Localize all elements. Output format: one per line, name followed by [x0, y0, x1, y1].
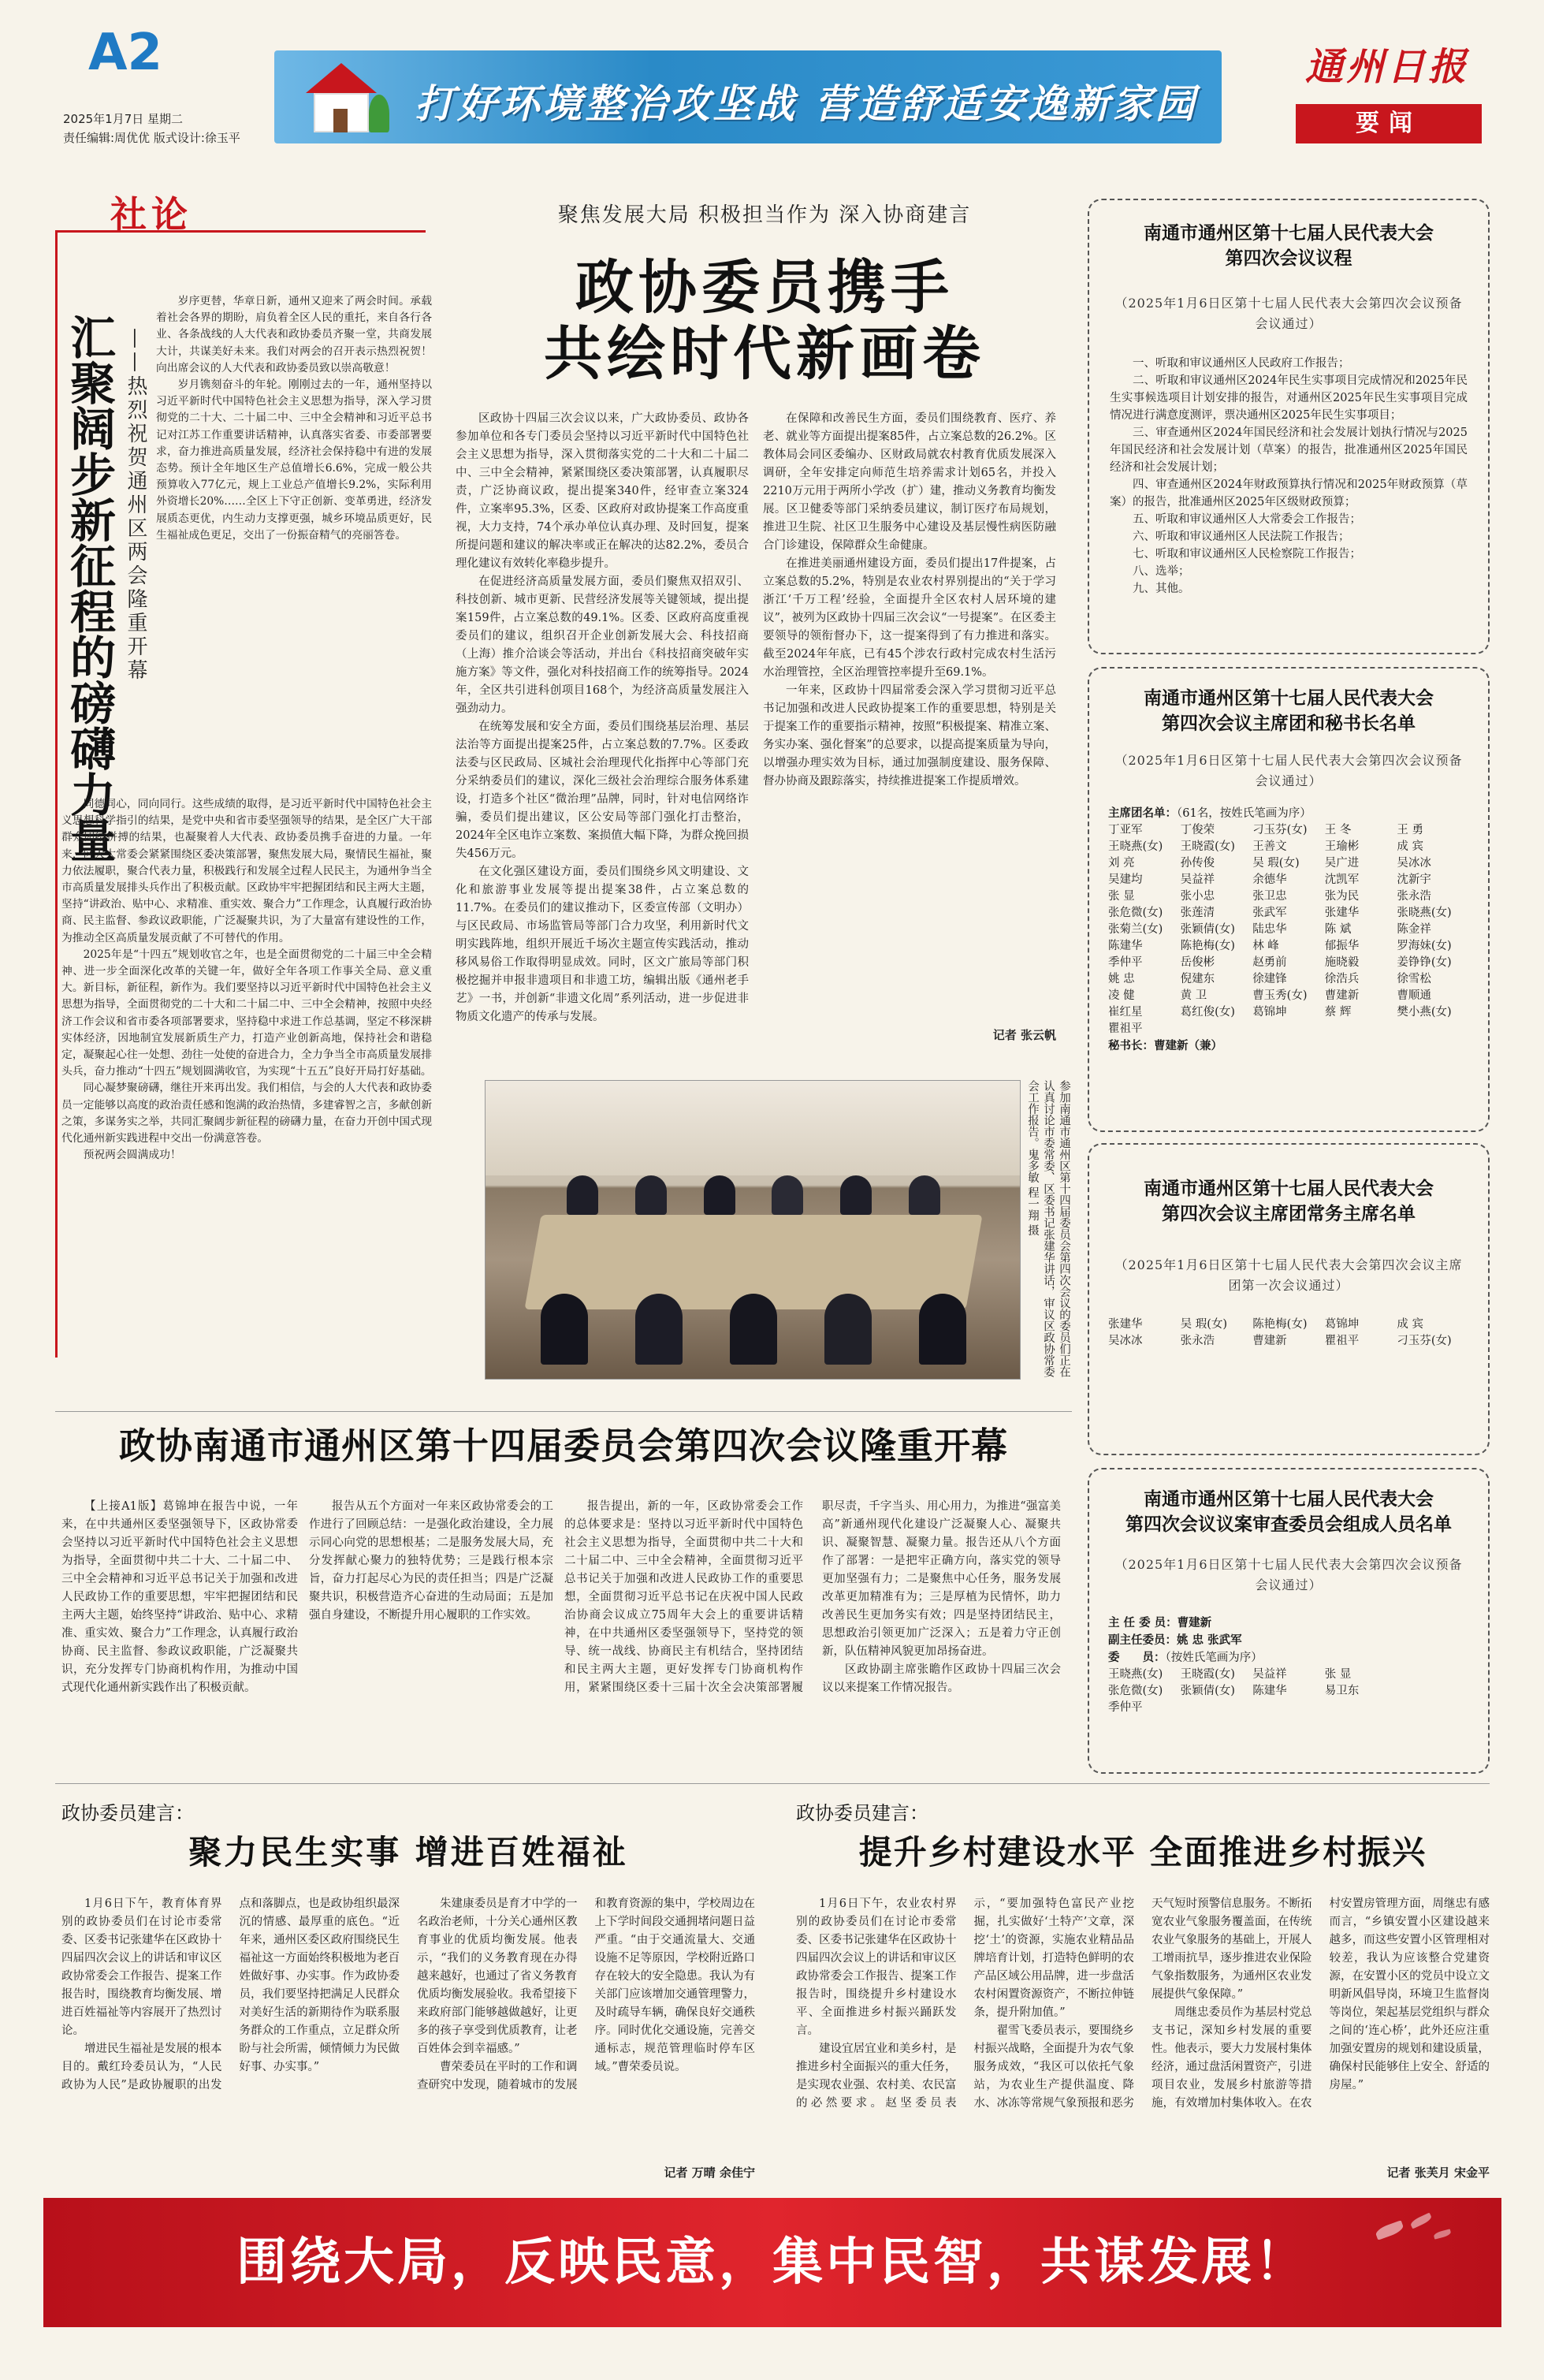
person-name: 陈建华 [1252, 1685, 1287, 1697]
lead-para: 在统筹发展和安全方面，委员们围绕基层治理、基层法治等方面提出提案25件，占立案总数的7.7%。区委政法委与区民政局、区城社会治理现代化指挥中心等部门充分采纳委员们的建议，深化三级社会治理综合服务体系建设，打造多个社区“微治理”品牌，同时，针对电信网络诈骗，委员们提出建议，区公安局等部门强化打击整治，2024年全区电诈立案数、案损值大幅下降，为群众挽回损失456万元。 [456, 721, 749, 860]
review-members-note: （按姓氏笔画为序） [1165, 1652, 1263, 1664]
person-name [1252, 1700, 1325, 1716]
lead-para: 区政协十四届三次会议以来，广大政协委员、政协各参加单位和各专门委员会坚持以习近平新时代中国特色社会主义思想为指导，深入贯彻落实党的二十大和二十届二中、三中全会精神，紧紧围绕区委决策部署，认真履职尽责，广泛协商议政，提出提案340件，经审查立案324件，立案率95.3%，区委、区政府对政协提案工作高度重视，大力支持，74个承办单位认真办理、及时回复，提案所提问题和建议的解决率或正在解决的达82.2%，委员合理化建议有效转化率稳步提升。 [456, 412, 749, 570]
story-right-para: 翟雪飞委员表示，要围绕乡村振兴战略，全面提升为农气象服务成效，“我区可以依托气象站，为农业生产提供温度、降水、冰冻等常规气象预报和恶劣天气短时预警信息服务。不断拓宽农业气象服务覆盖面，在传统农业气象服务的基础上，开展人工增雨抗旱，逐步推进农业保险气象指数服务，为通州区农业发展提供气象保障。” [973, 1898, 1312, 2110]
review-sub: （2025年1月6日区第十七届人民代表大会第四次会议预备会议通过） [1114, 1557, 1463, 1592]
person-name: 吴 瑕(女) [1180, 1318, 1228, 1331]
cppcc-para: 【上接A1版】葛锦坤在报告中说，一年来，在中共通州区委坚强领导下，区政协常委会坚持以习近平新时代中国特色社会主义思想为指导，全面贯彻中共二十大、二十届二中、三中全会精神和习近平总书记关于加强和改进人民政协工作的重要思想，牢牢把握团结和民主两大主题，始终坚持“讲政治、贴中心、求精准、重实效、聚合力”工作理念，认真履行政治协商、民主监督、参政议政职能，广泛凝聚共识，充分发挥专门协商机构作用，为推动中国式现代化通州新实践作出了积极贡献。 [61, 1500, 298, 1694]
person-name: 罗海妹(女) [1397, 940, 1452, 952]
story-right-para: 建设宜居宜业和美乡村，是推进乡村全面振兴的重大任务，是实现农业强、农村美、农民富的必然要求。赵坚委员表示，“要加强特色富民产业挖掘，扎实做好‘土特产’文章，深挖‘土’的资源，实施农业精品品牌培育计划，打造特色鲜明的农产品区域公用品牌，进一步盘活农村闲置资源资产，不断拉伸链条，提升附加值。” [796, 1898, 1134, 2110]
person-name: 张危微(女) [1108, 907, 1163, 919]
person-name: 葛锦坤 [1324, 1318, 1360, 1331]
agenda-item: 四、审查通州区2024年财政预算执行情况和2025年财政预算（草案）的报告，批准通州区2025年区级财政预算； [1110, 479, 1468, 508]
agenda-item: 五、听取和审议通州区人大常委会工作报告； [1133, 513, 1361, 526]
person-name: 张卫忠 [1252, 890, 1287, 903]
cppcc-headline: 政协南通市通州区第十四届委员会第四次会议隆重开幕 [119, 1425, 1008, 1467]
person-name [1181, 1021, 1253, 1037]
agenda-sub: （2025年1月6日区第十七届人民代表大会第四次会议预备会议通过） [1114, 296, 1463, 331]
cppcc-para: 报告提出，新的一年，区政协常委会工作的总体要求是：坚持以习近平新时代中国特色社会主义思想为指导，全面贯彻中共二十大和二十届二中、三中全会精神，全面贯彻习近平总书记关于加强和改进人民政协工作的重要思想，全面贯彻习近平总书记在庆祝中国人民政治协商会议成立75周年大会上的重要讲话精神，在中共通州区委坚强领导下，坚持党的领导、统一战线、协商民主有机结合，坚持团结和民主两大主题，更好发挥专门协商机构作用，紧紧围绕区委十三届十次全会决策部署履职尽责，千字当头、用心用力，为推进“强富美高”新通州现代化建设广泛凝聚人心、凝聚共识、凝聚智慧、凝聚力量。报告还从八个方面作了部署：一是把牢正确方向，落实党的领导更加坚强有力；二是聚焦中心任务，服务发展改革更加精准有为；三是厚植为民情怀，助力改善民生更加务实有效；四是坚持团结民主，思想政治引领更加广泛深入；五是着力守正创新，队伍精神风貌更加昂扬奋进。 [564, 1500, 1061, 1694]
person-name: 成 宾 [1397, 840, 1423, 853]
person-name: 张 显 [1324, 1668, 1352, 1681]
editorial-body-upper [156, 293, 432, 544]
person-name: 成 宾 [1397, 1318, 1423, 1331]
person-name: 吴益祥 [1252, 1668, 1287, 1681]
editorial-subtitle: ——热烈祝贺通州区两会隆重开幕 [124, 328, 147, 683]
lead-headline-1: 政协委员携手 [575, 254, 954, 322]
banner-house-icon [298, 63, 385, 134]
lead-byline: 记者 张云帆 [992, 1028, 1056, 1042]
person-name [1181, 1700, 1253, 1716]
person-name: 张颖倩(女) [1180, 1685, 1235, 1697]
agenda-item: 三、审查通州区2024年国民经济和社会发展计划执行情况与2025年国民经济和社会发展计划（草案）的报告，批准通州区2025年国民经济和社会发展计划； [1110, 426, 1468, 474]
person-name: 蔡 辉 [1324, 1006, 1352, 1019]
person-name: 王晓霞(女) [1180, 840, 1235, 853]
agenda-item: 八、选举； [1133, 565, 1190, 578]
person-name: 陈建华 [1108, 940, 1143, 952]
cppcc-column-1 [61, 1498, 298, 1734]
person-name: 张为民 [1324, 890, 1360, 903]
person-name: 崔红星 [1108, 1006, 1143, 1019]
person-name: 姚 忠 [1108, 973, 1135, 985]
photo-caption: 参加南通市通州区第十四届委员会第四次会议的委员们正在认真讨论市委常委、区委书记张建华讲话，审议区政协常委会工作报告。鬼多敏 程一翔 摄 [1026, 1080, 1070, 1377]
person-name: 陈艳梅(女) [1180, 940, 1235, 952]
person-name [1397, 1667, 1469, 1683]
story-right-para: 1月6日下午，农业农村界别的政协委员们在讨论市委常委、区委书记张建华在区政协十四届四次会议上的讲话和审议区政协常委会工作报告、提案工作报告时，围绕提升乡村建设水平、全面推进乡村振兴踊跃发言。 [796, 1898, 957, 2037]
person-name: 张永浩 [1180, 1335, 1215, 1347]
agenda-item: 二、听取和审议通州区2024年民生实事项目完成情况和2025年民生实事候选项目计划安排的报告，对通州区2025年民生实事项目完成情况进行满意度测评，票决通州区2025年民生实事项目； [1110, 374, 1468, 422]
person-name: 倪建东 [1180, 973, 1215, 985]
lead-para: 在促进经济高质量发展方面，委员们聚焦双招双引、科技创新、城市更新、民营经济发展等关键领域，提出提案159件，占立案总数的49.1%。区委、区政府高度重视委员们的建议，组织召开企业创新发展大会、科技招商（上海）推介洽谈会等活动，并出台《科技招商突破年实施方案》等文件，强化对科技招商工作的统筹指导。2024年，全区共引进科创项目168个，为经济高质量发展注入强劲动力。 [456, 575, 749, 715]
person-name: 张 显 [1108, 890, 1135, 903]
footer-slogan: 围绕大局，反映民意，集中民智，共谋发展！ [236, 2233, 1308, 2292]
person-name: 易卫东 [1324, 1685, 1360, 1697]
editors-line: 责任编辑:周优优 版式设计:徐玉平 [63, 131, 240, 145]
presidium-secretary: 秘书长：曹建新（兼） [1108, 1040, 1222, 1052]
person-name: 曹建新 [1252, 1335, 1287, 1347]
presidium-name-grid [1108, 822, 1469, 1037]
person-name: 张建华 [1108, 1318, 1143, 1331]
person-name: 葛锦坤 [1252, 1006, 1287, 1019]
person-name: 施晓毅 [1324, 956, 1360, 969]
story-left-headline: 聚力民生实事 增进百姓福祉 [188, 1833, 628, 1872]
npc-review-box [1088, 1468, 1490, 1774]
person-name: 张颖倩(女) [1180, 923, 1235, 936]
editorial-para: 同德同心，同向同行。这些成绩的取得，是习近平新时代中国特色社会主义思想科学指引的结果，是党中央和省市委坚强领导的结果，是全区广大干部群众团结拼搏的结果，也凝聚着人大代表、政协委员携手奋进的力量。一年来，区人大常委会紧紧围绕区委决策部署，聚焦发展大局，聚情民生福祉，聚力依法履职，聚合代表力量，积极践行和发展全过程人民民主，为通州争当全市高质量发展排头兵作出了积极贡献。区政协牢牢把握团结和民主两大主题，坚持“讲政治、贴中心、求精准、重实效、聚合力”工作理念，认真履行政治协商、民主监督、参政议政职能，广泛凝聚共识，为了大量富有建设性的工作，为推动全区高质量发展贡献了不可替代的作用。 [61, 798, 432, 944]
agenda-title: 南通市通州区第十七届人民代表大会 [1144, 223, 1434, 244]
presidium-label: 主席团名单： [1108, 807, 1177, 820]
person-name: 徐雪松 [1397, 973, 1431, 985]
person-name [1252, 1021, 1325, 1037]
review-name-grid [1108, 1667, 1469, 1716]
person-name: 瞿祖平 [1108, 1022, 1143, 1035]
review-vice: 副主任委员：姚 忠 张武军 [1108, 1634, 1242, 1647]
person-name: 曹建新 [1324, 989, 1360, 1002]
lead-para: 在保障和改善民生方面，委员们围绕教育、医疗、养老、就业等方面提出提案85件，占立案总数的26.2%。区教体局会同区委编办、区财政局就农村教育优质发展深入调研，全年安排定向师范生培养需求计划65名，并投入2210万元用于两所小学改（扩）建，推动义务教育均衡发展。区卫健委等部门采纳委员建议，制订医疗布局规划，推进卫生院、社区卫生服务中心建设及基层慢性病医防融合门诊建设，保障群众生命健康。 [763, 412, 1056, 552]
presidium-note: （61名，按姓氏笔画为序） [1177, 807, 1311, 820]
editorial-body-lower [61, 796, 432, 1164]
person-name: 沈新宇 [1397, 873, 1431, 886]
person-name: 张危微(女) [1108, 1685, 1163, 1697]
person-name: 郁振华 [1324, 940, 1360, 952]
lead-para: 在推进美丽通州建设方面，委员们提出17件提案，占立案总数的5.2%，特别是农业农村界别提出的“关于学习浙江‘千万工程’经验，全面提升全区农村人居环境的建议”，被列为区政协十四届三次会议“一号提案”。在区委主要领导的领衔督办下，这一提案得到了有力推进和落实。截至2024年年底，已有45个涉农行政村完成农村生活污水治理管控，全区治理管控率提升至69.1%。 [763, 557, 1056, 679]
editorial-para: 预祝两会圆满成功！ [83, 1149, 181, 1162]
person-name: 吴益祥 [1180, 873, 1215, 886]
person-name: 张晓燕(女) [1397, 907, 1452, 919]
person-name: 岳俊彬 [1180, 956, 1215, 969]
review-title: 第四次会议议案审查委员会组成人员名单 [1125, 1514, 1452, 1535]
person-name [1325, 1021, 1397, 1037]
standing-title: 南通市通州区第十七届人民代表大会 [1144, 1179, 1434, 1199]
person-name: 王晓燕(女) [1108, 840, 1163, 853]
person-name: 王晓燕(女) [1108, 1668, 1163, 1681]
story-left-byline: 记者 万晴 余佳宁 [664, 2166, 755, 2180]
story-right-para: 周继忠委员作为基层村党总支书记，深知乡村发展的重要性。他表示，要大力发展村集体经济，通过盘活闲置资产，引进项目农业，发展乡村旅游等措施，有效增加村集体收入。在农村安置房管理方面，周继忠有感而言，“乡镇安置小区建设越来越多，而这些安置小区管理相对较差，我认为应该整合党建资源，在安置小区的党员中设立文明新风倡导岗，环境卫生监督岗等岗位，架起基层党组织与群众之间的‘连心桥’，此外还应注重加强安置房的规划和建设质量，确保村民能够住上安全、舒适的房屋。” [1151, 1898, 1490, 2110]
story-left-para: 增进民生福祉是发展的根本目的。戴红玲委员认为，“人民政协为人民”是政协履职的出发点和落脚点，也是政协组织最深沉的情感、最厚重的底色。“近年来，通州区委区政府围绕民生福祉这一方面始终积极地为老百姓做好事、办实事。作为政协委员，我们要坚持把满足人民群众对美好生活的新期待作为联系服务群众的工作重点，立足群众所盼与社会所需，倾情倾力为民做好事、办实事。” [61, 1898, 400, 2091]
agenda-title: 第四次会议议程 [1225, 248, 1352, 269]
person-name: 吴冰冰 [1108, 1335, 1143, 1347]
person-name: 张小忠 [1180, 890, 1215, 903]
person-name: 刁玉芬(女) [1397, 1335, 1452, 1347]
page-code: A2 [88, 24, 163, 82]
npc-standing-box [1088, 1143, 1490, 1455]
person-name: 曹玉秀(女) [1252, 989, 1308, 1002]
person-name: 瞿祖平 [1324, 1335, 1360, 1347]
cppcc-column-2 [309, 1498, 553, 1734]
person-name: 张武军 [1252, 907, 1287, 919]
person-name: 曹顺通 [1397, 989, 1431, 1002]
person-name: 王善文 [1252, 840, 1287, 853]
person-name: 刘 亮 [1108, 857, 1135, 870]
person-name: 樊小燕(女) [1397, 1006, 1452, 1019]
person-name: 余德华 [1252, 873, 1287, 886]
person-name: 凌 健 [1108, 989, 1135, 1002]
divider [55, 1783, 1490, 1784]
person-name: 陈艳梅(女) [1252, 1318, 1308, 1331]
person-name: 张菊兰(女) [1108, 923, 1163, 936]
person-name: 丁俊荣 [1180, 824, 1215, 836]
review-members-label: 委 员： [1108, 1652, 1166, 1664]
person-name: 季仲平 [1108, 1701, 1143, 1714]
editorial-para: 同心凝梦聚磅礴，继往开来再出发。我们相信，与会的人大代表和政协委员一定能够以高度的政治责任感和饱满的政治热情，多建睿智之言，多献创新之策，多谋务实之举，共同汇聚阔步新征程的磅礴力量，在奋力开创中国式现代化通州新实践进程中交出一份满意答卷。 [61, 1082, 432, 1145]
lead-column-2 [763, 410, 1056, 1009]
standing-sub: （2025年1月6日区第十七届人民代表大会第四次会议主席团第一次会议通过） [1114, 1257, 1463, 1293]
banner-slogan: 打好环境整治攻坚战 营造舒适安逸新家园 [415, 80, 1198, 127]
agenda-item: 六、听取和审议通州区人民法院工作报告； [1133, 531, 1350, 543]
standing-title: 第四次会议主席团常务主席名单 [1162, 1204, 1416, 1224]
person-name: 丁亚军 [1108, 824, 1143, 836]
npc-presidium-box [1088, 667, 1490, 1132]
paper-name-logo: 通州日报 [1304, 45, 1469, 89]
banner-ad [274, 50, 1222, 143]
person-name: 赵勇前 [1252, 956, 1287, 969]
review-title: 南通市通州区第十七届人民代表大会 [1144, 1489, 1434, 1510]
story-left-kicker: 政协委员建言： [61, 1802, 194, 1824]
person-name: 王 冬 [1324, 824, 1352, 836]
presidium-title: 南通市通州区第十七届人民代表大会 [1144, 688, 1434, 709]
person-name [1397, 1021, 1469, 1037]
lead-kicker: 聚焦发展大局 积极担当作为 深入协商建言 [557, 203, 972, 227]
person-name [1397, 1683, 1469, 1700]
story-right-byline: 记者 张芙月 宋金平 [1386, 2166, 1490, 2180]
person-name: 吴广进 [1324, 857, 1360, 870]
footer-banner [43, 2198, 1501, 2327]
person-name: 陆忠华 [1252, 923, 1287, 936]
cppcc-para: 报告从五个方面对一年来区政协常委会的工作进行了回顾总结：一是强化政治建设，全力展示同心向党的思想根基；二是服务发展大局，充分发挥献心聚力的独特优势；三是践行根本宗旨，奋力打起尽心为民的责任担当；四是广泛凝聚共识，积极营造齐心奋进的生动局面；五是加强自身建设，不断提升用心履职的工作实效。 [309, 1500, 553, 1622]
presidium-sub: （2025年1月6日区第十七届人民代表大会第四次会议预备会议通过） [1114, 753, 1463, 788]
person-name: 姜铮铮(女) [1397, 956, 1452, 969]
review-chair: 主 任 委 员：曹建新 [1108, 1617, 1212, 1629]
person-name: 王 勇 [1397, 824, 1423, 836]
person-name: 张莲清 [1180, 907, 1215, 919]
person-name: 孙传俊 [1180, 857, 1215, 870]
editorial-tag: 社论 [110, 193, 192, 236]
person-name: 季仲平 [1108, 956, 1143, 969]
cppcc-para: 区政协副主席张瞻作区政协十四届三次会议以来提案工作情况报告。 [822, 1663, 1061, 1694]
story-right-kicker: 政协委员建言： [796, 1802, 928, 1824]
editorial-para: 岁月镌刻奋斗的年轮。刚刚过去的一年，通州坚持以习近平新时代中国特色社会主义思想为指导，深入学习贯彻党的二十大、二十届二中、三中全会精神和习近平总书记对江苏工作重要讲话精神，认真落实省委、市委部署要求，奋力推进高质量发展，经济社会保持稳中有进的发展态势。预计全年地区生产总值增长6.6%，完成一般公共预算收入77亿元，规上工业总产值增长9.2%，实际利用外资增长20%……全区上下守正创新、变革勇进，经济发展质态更优，内生动力支撑更强，城乡环境品质更好，民生福祉成色更足，交出了一份振奋精气的亮丽答卷。 [156, 378, 432, 542]
person-name: 吴建均 [1108, 873, 1143, 886]
divider [55, 1411, 1072, 1412]
story-left-para: 朱建康委员是育才中学的一名政治老师，十分关心通州区教育事业的优质均衡发展。他表示，“我们的义务教育现在办得越来越好，也通过了省义务教育优质均衡发展验收。我希望接下来政府部门能够越做越好，让更多的孩子享受到优质教育，让老百姓体会到幸福感。” [417, 1898, 578, 2055]
person-name: 张永浩 [1397, 890, 1431, 903]
editorial-title: 汇聚阔步新征程的磅礴力量 [62, 314, 116, 862]
person-name: 沈凯军 [1324, 873, 1360, 886]
lead-column-1 [456, 410, 749, 1048]
person-name: 葛红俊(女) [1180, 1006, 1235, 1019]
meeting-photo [485, 1080, 1021, 1380]
story-right-body [796, 1895, 1490, 2157]
person-name: 王晓霞(女) [1180, 1668, 1235, 1681]
lead-para: 一年来，区政协十四届常委会深入学习贯彻习近平总书记加强和改进人民政协提案工作的重要思想，特别是关于提案工作的重要指示精神，按照“积极提案、精准立案、务实办案、强化督案”的总要求，以提高提案质量为导向，以增强办理实效为目标，通过加强制度建设、服务保障、督办协商及跟踪落实，持续推进提案工作提质增效。 [763, 684, 1056, 788]
agenda-item: 九、其他。 [1133, 583, 1190, 595]
npc-agenda-box [1088, 199, 1490, 654]
person-name: 张建华 [1324, 907, 1360, 919]
section-label [1296, 104, 1482, 143]
person-name: 王瑜彬 [1324, 840, 1360, 853]
person-name: 徐浩兵 [1324, 973, 1360, 985]
person-name: 吴 瑕(女) [1252, 857, 1300, 870]
person-name: 吴冰冰 [1397, 857, 1431, 870]
person-name: 陈 斌 [1324, 923, 1352, 936]
story-left-para: 曹荣委员在平时的工作和调查研究中发现，随着城市的发展和教育资源的集中，学校周边在上下学时间段交通拥堵问题日益严重。“由于交通流量大、交通设施不足等原因，学校附近路口存在较大的安全隐患。我认为有关部门应该增加交通管理警力，及时疏导车辆，确保良好交通秩序。同时优化交通设施，完善交通标志，规范管理临时停车区域。”曹荣委员说。 [417, 1898, 755, 2091]
person-name [1397, 1700, 1469, 1716]
agenda-item: 一、听取和审议通州区人民政府工作报告； [1133, 357, 1350, 370]
editorial-para: 2025年是“十四五”规划收官之年，也是全面贯彻党的二十届三中全会精神、进一步全面深化改革的关键一年，做好全年各项工作事关全局、意义重大。新目标，新征程，新作为。我们要坚持以习近平新时代中国特色社会主义思想为指导，全面贯彻党的二十大和二十届二中、三中全会精神，按照中央经济工作会议和省市委各项部署要求，坚持稳中求进工作总基调，坚定不移深耕实体经济，因地制宜发展新质生产力，打造产业创新高地，保持社会和谐稳定，凝聚起心往一处想、劲往一处使的奋进合力，全力争当全市高质量发展排头兵，奋力推动“十四五”规划圆满收官，为实现“十五五”良好开局打好基础。 [61, 948, 432, 1078]
cppcc-column-3 [564, 1498, 1061, 1750]
person-name: 徐建锋 [1252, 973, 1287, 985]
agenda-item: 七、听取和审议通州区人民检察院工作报告； [1133, 548, 1361, 561]
person-name: 陈金祥 [1397, 923, 1431, 936]
person-name: 林 峰 [1252, 940, 1279, 952]
person-name: 黄 卫 [1180, 989, 1207, 1002]
story-left-para: 1月6日下午，教育体育界别的政协委员们在讨论市委常委、区委书记张建华在区政协十四届四次会议上的讲话和审议区政协常委会工作报告、提案工作报告时，围绕教育均衡发展、增进百姓福祉等内容展开了热烈讨论。 [61, 1898, 222, 2037]
presidium-title: 第四次会议主席团和秘书长名单 [1162, 713, 1416, 734]
person-name [1325, 1700, 1397, 1716]
story-right-headline: 提升乡村建设水平 全面推进乡村振兴 [858, 1833, 1427, 1872]
lead-para: 在文化强区建设方面，委员们围绕乡风文明建设、文化和旅游事业发展等提出提案38件，占立案总数的11.7%。在委员们的建议推动下，区委宣传部（文明办）与区民政局、市场监管局等部门合力攻坚，利用新时代文明实践阵地，组织开展近千场次主题宣传实践活动，推动移风易俗工作取得明显成效。同时，区文广旅局等部门积极挖掘并申报非遗项目和非遗工坊，编辑出版《通州老手艺》一书，并创新“非遗文化周”系列活动，进一步促进非物质文化遗产的传承与发展。 [456, 866, 749, 1023]
person-name: 刁玉芬(女) [1252, 824, 1308, 836]
section-text: 要闻 [1356, 110, 1422, 137]
editorial-para: 岁序更替，华章日新，通州又迎来了两会时间。承载着社会各界的期盼，肩负着全区人民的重托，来自各行各业、各条战线的人大代表和政协委员齐聚一堂，共商发展大计，共谋美好未来。我们对两会的召开表示热烈祝贺！向出席会议的人大代表和政协委员致以崇高敬意！ [156, 295, 432, 374]
date-line: 2025年1月7日 星期二 [63, 112, 184, 126]
story-left-body [61, 1895, 755, 2157]
standing-name-grid [1108, 1317, 1469, 1350]
lead-headline-2: 共绘时代新画卷 [544, 320, 985, 388]
